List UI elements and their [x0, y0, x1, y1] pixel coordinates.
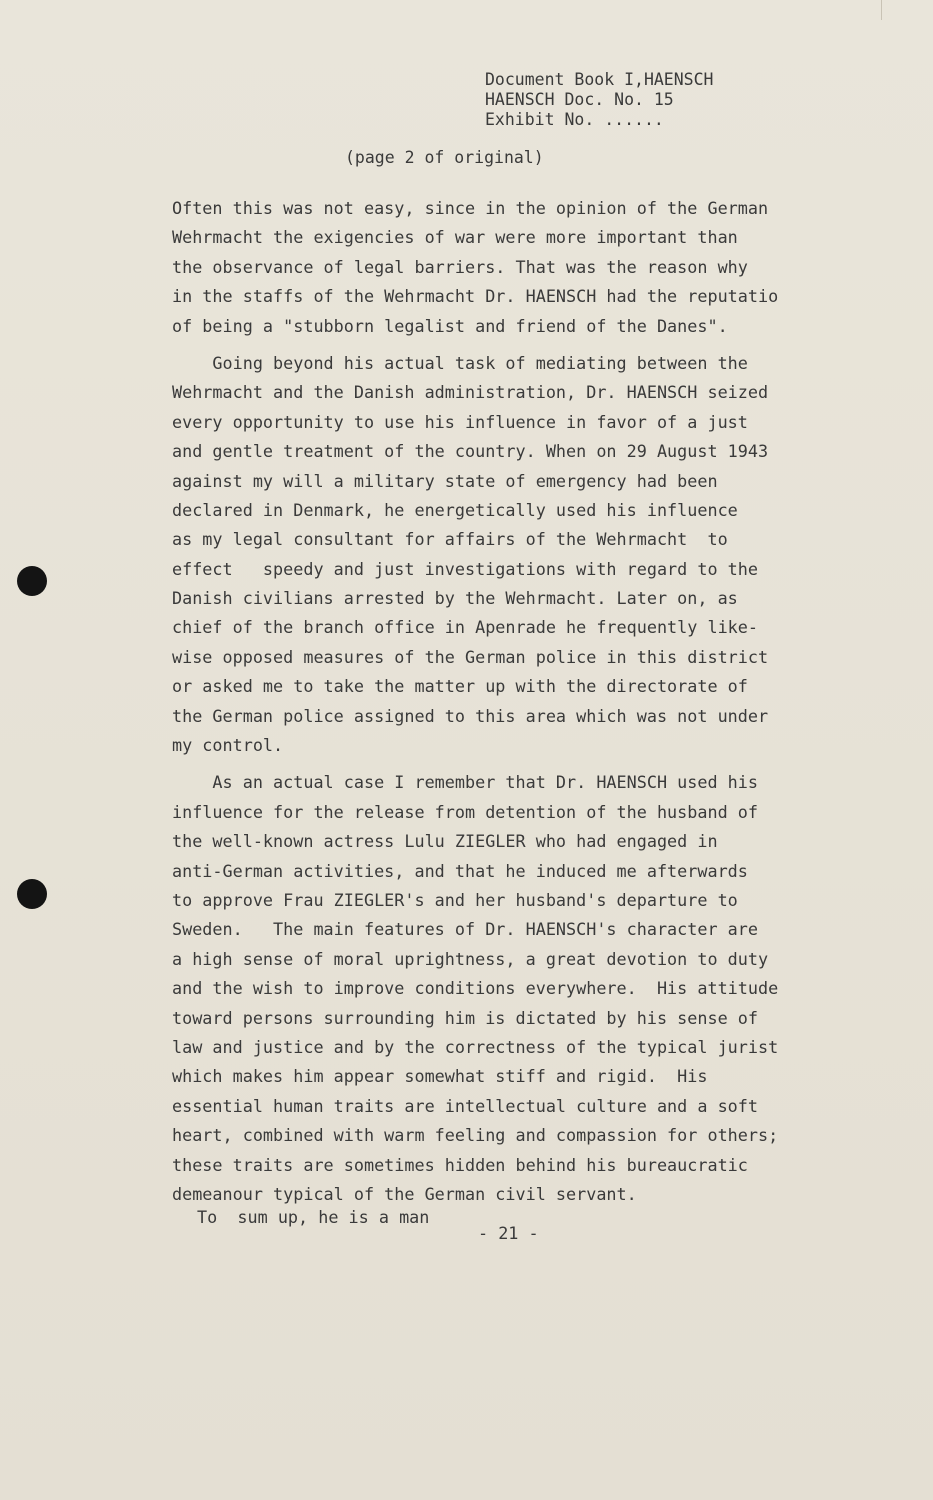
text-line: wise opposed measures of the German police in this district	[172, 646, 769, 667]
page-subtitle: (page 2 of original)	[345, 148, 544, 167]
text-line: heart, combined with warm feeling and compassion for others;	[172, 1125, 779, 1146]
header-line-exhibit: Exhibit No. ......	[485, 110, 664, 129]
text-line: of being a "stubborn legalist and friend of the Danes".	[172, 315, 728, 336]
text-line: Wehrmacht the exigencies of war were more important than	[172, 227, 738, 248]
text-line: which makes him appear somewhat stiff and rigid. His	[172, 1066, 708, 1087]
header-line-book: Document Book I,HAENSCH	[485, 70, 714, 89]
body-text	[172, 194, 887, 1209]
text-line: influence for the release from detention of the husband of	[172, 801, 758, 822]
text-line: and gentle treatment of the country. When on 29 August 1943	[172, 441, 769, 462]
text-line: toward persons surrounding him is dictated by his sense of	[172, 1007, 758, 1028]
text-line: and the wish to improve conditions everywhere. His attitude	[172, 978, 779, 999]
text-line: demeanour typical of the German civil servant.	[172, 1183, 637, 1204]
text-line: law and justice and by the correctness of the typical jurist	[172, 1036, 779, 1057]
text-line: my control.	[172, 735, 284, 756]
punch-hole-top	[17, 566, 47, 596]
text-line: effect speedy and just investigations with regard to the	[172, 558, 758, 579]
text-line: anti-German activities, and that he induced me afterwards	[172, 860, 748, 881]
text-line: the German police assigned to this area which was not under	[172, 705, 769, 726]
text-line: declared in Denmark, he energetically used his influence	[172, 499, 738, 520]
text-line: Often this was not easy, since in the opinion of the German	[172, 198, 769, 218]
text-line: against my will a military state of emergency had been	[172, 470, 718, 491]
page-number: - 21 -	[478, 1223, 539, 1243]
text-line: the observance of legal barriers. That was the reason why	[172, 256, 748, 277]
text-line: Sweden. The main features of Dr. HAENSCH's character are	[172, 919, 758, 940]
text-line: Danish civilians arrested by the Wehrmacht. Later on, as	[172, 588, 738, 609]
header-line-doc-no: HAENSCH Doc. No. 15	[485, 90, 674, 109]
closing-fragment: To sum up, he is a man	[197, 1207, 430, 1227]
text-line: the well-known actress Lulu ZIEGLER who had engaged in	[172, 831, 718, 852]
punch-hole-bottom	[17, 879, 47, 909]
text-line: every opportunity to use his influence in favor of a just	[172, 411, 748, 432]
text-line: essential human traits are intellectual culture and a soft	[172, 1095, 758, 1116]
text-line: in the staffs of the Wehrmacht Dr. HAENSCH had the reputatio	[172, 286, 779, 307]
right-edge-mark	[881, 0, 882, 20]
text-line: chief of the branch office in Apenrade he frequently like-	[172, 617, 758, 638]
text-line: to approve Frau ZIEGLER's and her husband's departure to	[172, 889, 738, 910]
paragraph	[172, 194, 887, 341]
paragraph	[172, 349, 887, 760]
paragraph	[172, 768, 887, 1209]
text-line: these traits are sometimes hidden behind his bureaucratic	[172, 1154, 748, 1175]
text-line: Going beyond his actual task of mediating between the	[172, 352, 748, 373]
text-line: As an actual case I remember that Dr. HAENSCH used his	[172, 772, 758, 793]
text-line: Wehrmacht and the Danish administration, Dr. HAENSCH seized	[172, 382, 769, 403]
document-header	[485, 70, 713, 130]
text-line: or asked me to take the matter up with the directorate of	[172, 676, 748, 697]
text-line: as my legal consultant for affairs of the Wehrmacht to	[172, 529, 728, 550]
text-line: a high sense of moral uprightness, a great devotion to duty	[172, 948, 769, 969]
